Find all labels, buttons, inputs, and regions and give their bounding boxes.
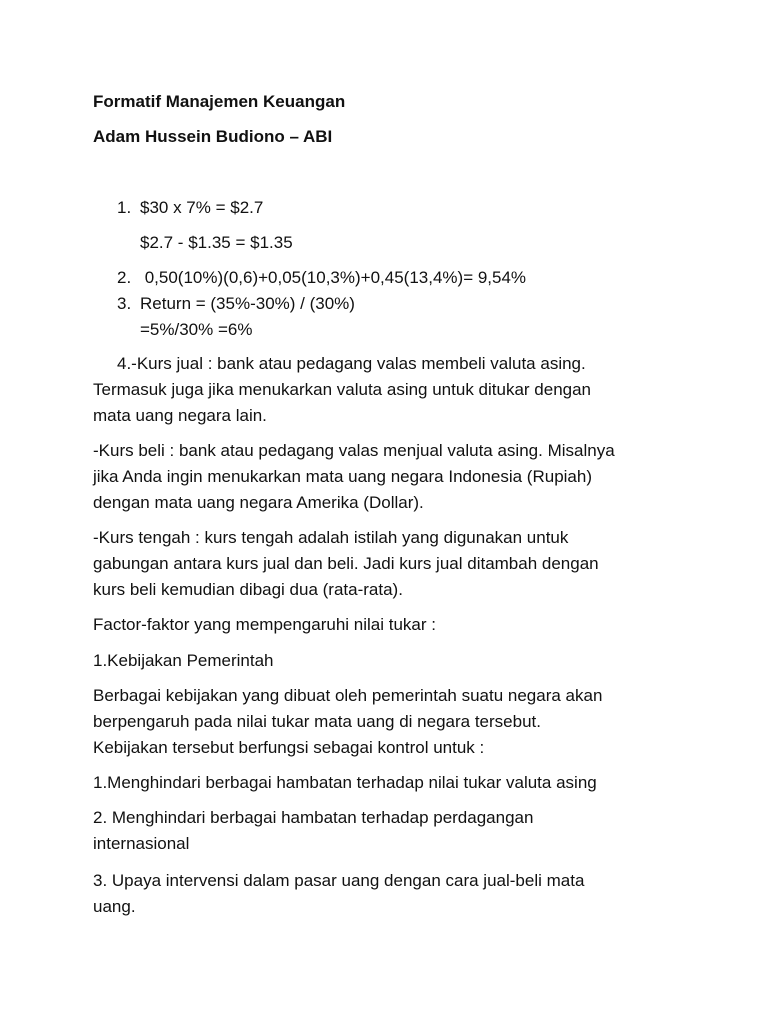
kurs-beli-line-1: -Kurs beli : bank atau pedagang valas menjual valuta asing. Misalnya [93, 441, 615, 460]
kebijakan-line-2: berpengaruh pada nilai tukar mata uang di negara tersebut. [93, 712, 541, 731]
kebijakan-line-3: Kebijakan tersebut berfungsi sebagai kontrol untuk : [93, 738, 485, 757]
point-2-line-2: internasional [93, 834, 190, 853]
answer-1-line-1: $30 x 7% = $2.7 [140, 198, 264, 217]
document-title: Formatif Manajemen Keuangan [93, 92, 346, 111]
list-number: 3. [117, 294, 132, 313]
kurs-beli-line-3: dengan mata uang negara Amerika (Dollar). [93, 493, 424, 512]
kurs-tengah-line-2: gabungan antara kurs jual dan beli. Jadi kurs jual ditambah dengan [93, 554, 599, 573]
answer-4-line-2: Termasuk juga jika menukarkan valuta asing untuk ditukar dengan [93, 380, 592, 399]
answer-3-line-1: Return = (35%-30%) / (30%) [140, 294, 355, 313]
list-number: 2. [117, 268, 132, 287]
answer-1-line-2: $2.7 - $1.35 = $1.35 [140, 233, 293, 252]
point-3-line-2: uang. [93, 897, 136, 916]
kebijakan-line-1: Berbagai kebijakan yang dibuat oleh pemerintah suatu negara akan [93, 686, 603, 705]
kurs-tengah-line-1: -Kurs tengah : kurs tengah adalah istilah yang digunakan untuk [93, 528, 569, 547]
list-number: 1. [117, 198, 132, 217]
answer-4-line-1: 4.-Kurs jual : bank atau pedagang valas membeli valuta asing. [117, 354, 586, 373]
kebijakan-heading: 1.Kebijakan Pemerintah [93, 651, 274, 670]
point-3-line-1: 3. Upaya intervensi dalam pasar uang dengan cara jual-beli mata [93, 871, 585, 890]
answer-3-line-2: =5%/30% =6% [140, 320, 253, 339]
answer-4-line-3: mata uang negara lain. [93, 406, 267, 425]
point-2-line-1: 2. Menghindari berbagai hambatan terhadap perdagangan [93, 808, 534, 827]
answer-2-line-1: 0,50(10%)(0,6)+0,05(10,3%)+0,45(13,4%)= 9,54% [140, 268, 527, 287]
factor-heading: Factor-faktor yang mempengaruhi nilai tukar : [93, 615, 436, 634]
kurs-tengah-line-3: kurs beli kemudian dibagi dua (rata-rata). [93, 580, 403, 599]
kurs-beli-line-2: jika Anda ingin menukarkan mata uang negara Indonesia (Rupiah) [93, 467, 592, 486]
point-1: 1.Menghindari berbagai hambatan terhadap nilai tukar valuta asing [93, 773, 597, 792]
author-line: Adam Hussein Budiono – ABI [93, 127, 333, 146]
